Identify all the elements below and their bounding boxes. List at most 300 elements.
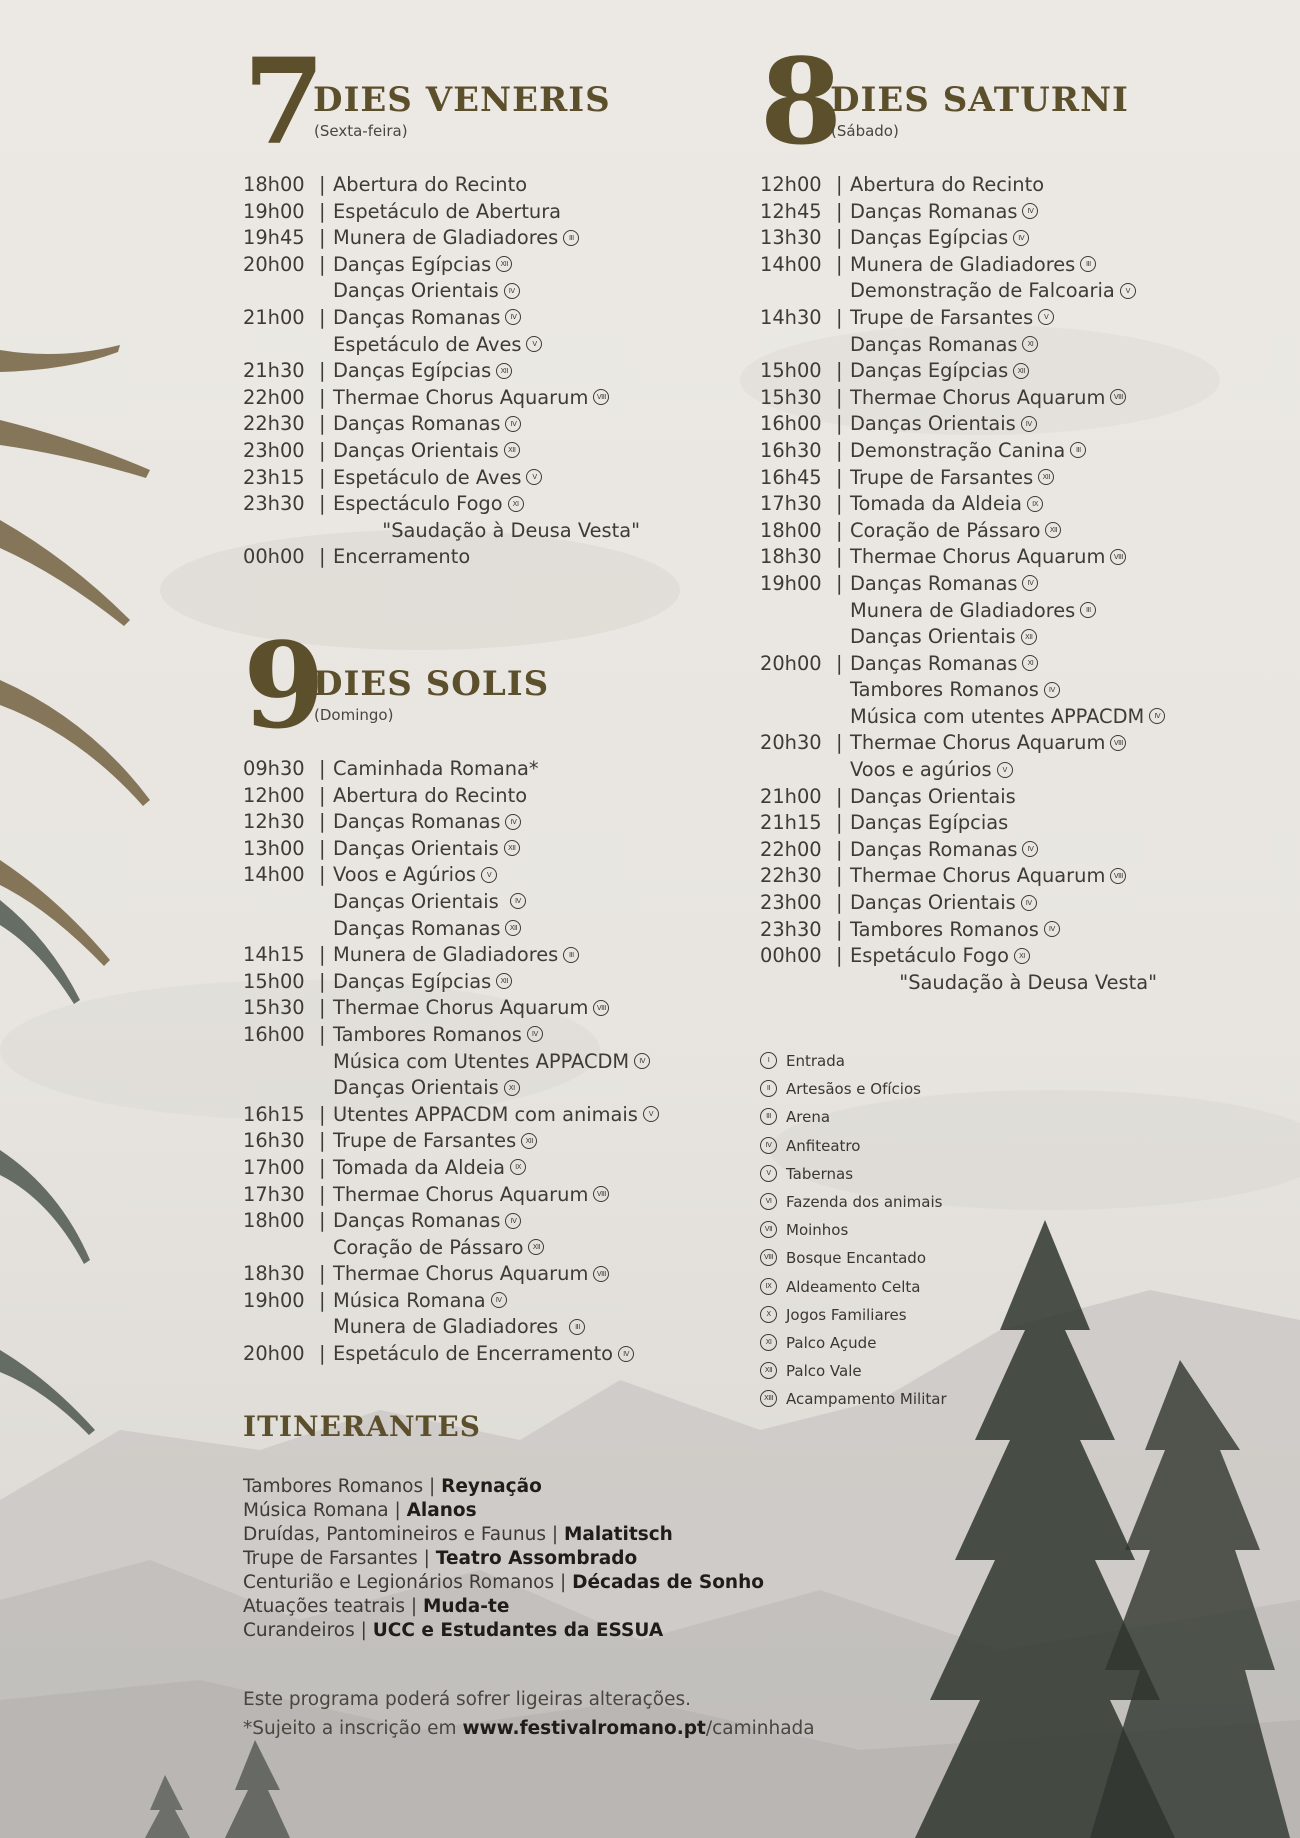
legend-item (760, 1247, 947, 1275)
schedule-row (243, 518, 723, 545)
event-time: 23h30 (760, 917, 822, 941)
event-name: Danças Romanas (333, 1209, 501, 1233)
event-name: Thermae Chorus Aquarum (850, 731, 1106, 755)
day-subtitle: (Sexta-feira) (314, 122, 408, 140)
venue-badge-icon: IV (510, 893, 526, 909)
itinerante-row (243, 1547, 764, 1571)
venue-badge-icon: XII (521, 1133, 537, 1149)
day-number: 9 (243, 616, 326, 755)
venue-badge-icon: XI (1022, 655, 1038, 671)
schedule-row (243, 305, 723, 332)
event-time: 14h15 (243, 943, 305, 967)
venue-badge-icon: IV (504, 283, 520, 299)
event-time: 18h00 (760, 518, 822, 542)
schedule-row (243, 1102, 723, 1129)
event-time: 15h00 (243, 969, 305, 993)
event-name: Trupe de Farsantes (850, 305, 1034, 329)
schedule-row (760, 890, 1280, 917)
separator: | (319, 199, 326, 223)
itinerante-activity: Centurião e Legionários Romanos | (243, 1572, 573, 1593)
event-time: 15h30 (243, 996, 305, 1020)
separator: | (319, 996, 326, 1020)
separator: | (836, 226, 843, 250)
day-number: 7 (243, 32, 326, 171)
venue-badge-icon: XII (1038, 469, 1054, 485)
event-time: 12h00 (760, 173, 822, 196)
event-time: 15h00 (760, 359, 822, 383)
schedule-row (243, 1182, 723, 1209)
separator: | (319, 385, 326, 409)
schedule-row (243, 809, 723, 836)
separator: | (836, 837, 843, 861)
schedule-row (243, 995, 723, 1022)
venue-badge-icon: XII (505, 920, 521, 936)
legend-item (760, 1078, 947, 1106)
event-time: 00h00 (760, 944, 822, 968)
event-time: 16h30 (760, 438, 822, 462)
schedule-row (243, 1128, 723, 1155)
event-time: 17h30 (243, 1182, 305, 1206)
legend-item (760, 1219, 947, 1247)
separator: | (319, 1102, 326, 1126)
event-time: 13h00 (243, 836, 305, 860)
event-name: Danças Romanas (850, 332, 1018, 356)
schedule-row (760, 544, 1280, 571)
event-time: 23h00 (760, 891, 822, 915)
event-name: Danças Orientais (850, 412, 1016, 436)
separator: | (319, 252, 326, 276)
day-subtitle: (Domingo) (314, 706, 394, 724)
legend-label: Tabernas (786, 1164, 854, 1183)
venue-badge-icon: IV (760, 1137, 777, 1154)
schedule-row (760, 332, 1280, 359)
event-name: Munera de Gladiadores (333, 1315, 565, 1339)
venue-badge-icon: III (563, 947, 579, 963)
legend-item (760, 1304, 947, 1332)
day-header (243, 616, 723, 755)
schedule-row (760, 837, 1280, 864)
event-name: Danças Romanas (333, 412, 501, 436)
venue-badge-icon: XI (504, 1080, 520, 1096)
schedule-row (243, 1341, 723, 1368)
itinerante-activity: Curandeiros | (243, 1620, 373, 1641)
separator: | (319, 810, 326, 834)
itinerante-group: Reynação (441, 1476, 542, 1497)
schedule-list (760, 172, 1280, 996)
separator: | (319, 943, 326, 967)
event-time: 21h15 (760, 811, 822, 835)
schedule-row (760, 305, 1280, 332)
event-time: 22h30 (760, 864, 822, 888)
separator: | (319, 226, 326, 250)
venue-badge-icon: IV (1044, 682, 1060, 698)
event-time: 12h00 (243, 783, 305, 807)
legend-item (760, 1050, 947, 1078)
venue-badge-icon: VIII (1110, 549, 1126, 565)
event-name: Danças Egípcias (333, 252, 492, 276)
event-name: Danças Orientais (333, 889, 505, 913)
venue-badge-icon: V (481, 867, 497, 883)
itinerantes-list (243, 1475, 764, 1643)
schedule-row (760, 917, 1280, 944)
legend-label: Arena (786, 1108, 831, 1127)
venue-badge-icon: IX (1027, 496, 1043, 512)
venue-badge-icon: VI (760, 1193, 777, 1210)
event-time: 23h00 (243, 438, 305, 462)
legend-item (760, 1163, 947, 1191)
separator: | (836, 465, 843, 489)
event-name: "Saudação à Deusa Vesta" (333, 518, 641, 542)
legend-label: Moinhos (786, 1221, 849, 1240)
event-name: Danças Orientais (850, 625, 1016, 649)
venue-badge-icon: IV (505, 309, 521, 325)
venue-badge-icon: VII (760, 1221, 777, 1238)
event-time: 12h30 (243, 810, 305, 834)
venue-badge-icon: IV (618, 1346, 634, 1362)
event-name: "Saudação à Deusa Vesta" (850, 970, 1158, 994)
separator: | (836, 811, 843, 835)
day-header (760, 32, 1280, 171)
separator: | (319, 1262, 326, 1286)
separator: | (319, 863, 326, 887)
venue-badge-icon: VIII (1110, 868, 1126, 884)
event-time: 20h00 (243, 1342, 305, 1366)
itinerante-group: Décadas de Sonho (572, 1572, 764, 1593)
separator: | (319, 1342, 326, 1366)
venue-badge-icon: III (1070, 442, 1086, 458)
event-time: 19h45 (243, 226, 305, 250)
event-name: Espetáculo de Abertura (333, 199, 562, 223)
itinerante-group: Teatro Assombrado (435, 1548, 638, 1569)
legend-item (760, 1388, 947, 1416)
event-name: Danças Romanas (850, 199, 1018, 223)
schedule-row (243, 1155, 723, 1182)
schedule-row (760, 943, 1280, 970)
venue-badge-icon: III (569, 1319, 585, 1335)
separator: | (319, 412, 326, 436)
event-name: Danças Egípcias (850, 226, 1009, 250)
schedule-row (760, 810, 1280, 837)
event-name: Thermae Chorus Aquarum (850, 864, 1106, 888)
schedule-row (243, 358, 723, 385)
separator: | (319, 438, 326, 462)
event-time: 21h00 (760, 784, 822, 808)
separator: | (836, 385, 843, 409)
separator: | (836, 518, 843, 542)
schedule-row (760, 491, 1280, 518)
itinerante-activity: Trupe de Farsantes | (243, 1548, 436, 1569)
itinerante-group: UCC e Estudantes da ESSUA (372, 1620, 664, 1641)
schedule-row (760, 465, 1280, 492)
legend-label: Jogos Familiares (786, 1305, 907, 1324)
schedule-row (243, 438, 723, 465)
venue-badge-icon: I (760, 1052, 777, 1069)
separator: | (836, 891, 843, 915)
itinerante-group: Muda-te (422, 1596, 510, 1617)
event-name: Thermae Chorus Aquarum (333, 385, 589, 409)
schedule-row (243, 942, 723, 969)
venue-badge-icon: IV (1022, 575, 1038, 591)
venue-badge-icon: IV (527, 1026, 543, 1042)
legend-label: Acampamento Militar (786, 1390, 947, 1409)
schedule-row (760, 784, 1280, 811)
event-name: Danças Orientais (850, 891, 1016, 915)
event-name: Munera de Gladiadores (850, 598, 1076, 622)
legend-item (760, 1360, 947, 1388)
schedule-list (243, 172, 723, 571)
separator: | (836, 305, 843, 329)
separator: | (319, 1022, 326, 1046)
venue-badge-icon: II (760, 1080, 777, 1097)
day-title: DIES SOLIS (313, 664, 550, 704)
itinerante-group: Alanos (406, 1500, 477, 1521)
venue-badge-icon: IV (1013, 230, 1029, 246)
event-name: Demonstração Canina (850, 438, 1066, 462)
itinerante-row (243, 1523, 764, 1547)
venue-badge-icon: IX (760, 1278, 777, 1295)
day-number: 8 (760, 32, 843, 171)
schedule-row (760, 172, 1280, 199)
legend-label: Anfiteatro (786, 1136, 861, 1155)
schedule-row (760, 757, 1280, 784)
separator: | (319, 465, 326, 489)
event-name: Munera de Gladiadores (333, 943, 559, 967)
schedule-row (243, 862, 723, 889)
separator: | (836, 438, 843, 462)
separator: | (319, 1209, 326, 1233)
schedule-row (760, 225, 1280, 252)
event-name: Danças Romanas (333, 916, 501, 940)
schedule-row (243, 544, 723, 571)
venue-badge-icon: VIII (593, 1000, 609, 1016)
separator: | (836, 864, 843, 888)
venue-badge-icon: III (1080, 256, 1096, 272)
event-name: Danças Egípcias (333, 359, 492, 383)
day-sunday (243, 616, 723, 1368)
event-name: Danças Egípcias (850, 811, 1009, 835)
venue-badge-icon: XII (496, 256, 512, 272)
separator: | (836, 359, 843, 383)
schedule-row (760, 411, 1280, 438)
legend-label: Fazenda dos animais (786, 1192, 943, 1211)
schedule-row (243, 783, 723, 810)
separator: | (319, 1288, 326, 1312)
venue-badge-icon: XIII (760, 1390, 777, 1407)
schedule-row (243, 172, 723, 199)
event-name: Thermae Chorus Aquarum (850, 545, 1106, 569)
separator: | (319, 757, 326, 780)
venue-legend (760, 1050, 947, 1416)
event-time: 22h00 (760, 837, 822, 861)
separator: | (319, 783, 326, 807)
event-name: Danças Orientais (850, 784, 1016, 808)
separator: | (319, 1182, 326, 1206)
venue-badge-icon: V (1120, 283, 1136, 299)
legend-label: Bosque Encantado (786, 1249, 927, 1268)
schedule-row (243, 1022, 723, 1049)
event-name: Abertura do Recinto (850, 173, 1045, 196)
event-name: Tomada da Aldeia (850, 492, 1023, 516)
event-name: Abertura do Recinto (333, 783, 528, 807)
event-time: 20h00 (760, 651, 822, 675)
disclaimer-note: Este programa poderá sofrer ligeiras alterações. (243, 1689, 692, 1710)
schedule-row (243, 411, 723, 438)
signup-link[interactable]: www.festivalromano.pt (462, 1718, 706, 1739)
venue-badge-icon: III (760, 1108, 777, 1125)
venue-badge-icon: XI (508, 496, 524, 512)
venue-badge-icon: IV (1044, 921, 1060, 937)
day-header (243, 32, 723, 171)
event-time: 17h00 (243, 1155, 305, 1179)
itinerante-activity: Tambores Romanos | (243, 1476, 442, 1497)
legend-item (760, 1106, 947, 1134)
venue-badge-icon: V (760, 1165, 777, 1182)
schedule-row (760, 730, 1280, 757)
separator: | (319, 305, 326, 329)
event-time: 19h00 (243, 199, 305, 223)
event-name: Espetáculo de Aves (333, 465, 522, 489)
venue-badge-icon: V (997, 762, 1013, 778)
footer-notes (243, 1685, 815, 1743)
venue-badge-icon: IV (491, 1292, 507, 1308)
event-time: 17h30 (760, 492, 822, 516)
schedule-row (243, 916, 723, 943)
event-name: Danças Romanas (333, 810, 501, 834)
legend-label: Palco Vale (786, 1362, 862, 1381)
separator: | (836, 784, 843, 808)
event-time: 22h30 (243, 412, 305, 436)
event-name: Voos e agúrios (850, 758, 992, 782)
legend-label: Aldeamento Celta (786, 1277, 921, 1296)
venue-badge-icon: VIII (593, 1266, 609, 1282)
event-name: Tambores Romanos (850, 678, 1039, 702)
schedule-row (760, 863, 1280, 890)
venue-badge-icon: IV (634, 1053, 650, 1069)
event-time: 18h30 (243, 1262, 305, 1286)
event-time: 14h00 (760, 252, 822, 276)
schedule-row (243, 278, 723, 305)
schedule-row (760, 278, 1280, 305)
legend-label: Palco Açude (786, 1333, 877, 1352)
venue-badge-icon: VIII (1110, 389, 1126, 405)
schedule-row (760, 651, 1280, 678)
venue-badge-icon: IV (1021, 416, 1037, 432)
separator: | (836, 545, 843, 569)
event-name: Demonstração de Falcoaria (850, 279, 1115, 303)
separator: | (319, 545, 326, 569)
venue-badge-icon: V (526, 336, 542, 352)
event-name: Danças Egípcias (333, 969, 492, 993)
separator: | (836, 917, 843, 941)
venue-badge-icon: V (643, 1106, 659, 1122)
legend-label: Entrada (786, 1052, 845, 1070)
separator: | (319, 492, 326, 516)
schedule-row (760, 385, 1280, 412)
venue-badge-icon: XII (496, 363, 512, 379)
event-time: 21h30 (243, 359, 305, 383)
separator: | (836, 944, 843, 968)
schedule-row (243, 1075, 723, 1102)
event-name: Utentes APPACDM com animais (333, 1102, 638, 1126)
event-time: 20h00 (243, 252, 305, 276)
schedule-row (760, 624, 1280, 651)
venue-badge-icon: XI (1014, 948, 1030, 964)
separator: | (319, 836, 326, 860)
event-name: Coração de Pássaro (850, 518, 1041, 542)
event-time: 14h30 (760, 305, 822, 329)
separator: | (319, 359, 326, 383)
schedule-row (243, 1261, 723, 1288)
event-time: 16h00 (760, 412, 822, 436)
event-time: 18h30 (760, 545, 822, 569)
schedule-row (760, 438, 1280, 465)
schedule-row (243, 332, 723, 359)
separator: | (836, 173, 843, 196)
separator: | (836, 412, 843, 436)
venue-badge-icon: VIII (1110, 735, 1126, 751)
event-name: Trupe de Farsantes (850, 465, 1034, 489)
event-name: Trupe de Farsantes (333, 1129, 517, 1153)
venue-badge-icon: XII (1045, 522, 1061, 538)
venue-badge-icon: V (1038, 309, 1054, 325)
event-name: Danças Orientais (333, 1076, 499, 1100)
event-name: Coração de Pássaro (333, 1235, 524, 1259)
venue-badge-icon: VIII (593, 389, 609, 405)
venue-badge-icon: XII (528, 1239, 544, 1255)
schedule-row (243, 385, 723, 412)
day-saturday (760, 32, 1280, 996)
day-title: DIES VENERIS (313, 80, 611, 120)
event-name: Música com utentes APPACDM (850, 704, 1145, 728)
event-time: 21h00 (243, 305, 305, 329)
venue-badge-icon: V (526, 469, 542, 485)
schedule-row (243, 491, 723, 518)
schedule-row (760, 358, 1280, 385)
venue-badge-icon: VIII (593, 1186, 609, 1202)
event-time: 23h30 (243, 492, 305, 516)
event-name: Thermae Chorus Aquarum (333, 996, 589, 1020)
schedule-row (243, 1235, 723, 1262)
itinerante-row (243, 1595, 764, 1619)
event-time: 00h00 (243, 545, 305, 569)
venue-badge-icon: IV (1021, 895, 1037, 911)
separator: | (836, 252, 843, 276)
event-name: Danças Orientais (333, 279, 499, 303)
event-name: Voos e Agúrios (333, 863, 477, 887)
event-time: 19h00 (760, 571, 822, 595)
venue-badge-icon: XII (496, 973, 512, 989)
event-name: Danças Romanas (333, 305, 501, 329)
legend-item (760, 1276, 947, 1304)
event-name: Espectáculo Fogo (333, 492, 503, 516)
venue-badge-icon: XII (504, 442, 520, 458)
venue-badge-icon: III (1080, 602, 1096, 618)
schedule-row (243, 756, 723, 783)
day-friday (243, 32, 723, 571)
separator: | (836, 731, 843, 755)
itinerante-activity: Atuações teatrais | (243, 1596, 423, 1617)
venue-badge-icon: IV (1149, 708, 1165, 724)
event-time: 13h30 (760, 226, 822, 250)
separator: | (319, 1155, 326, 1179)
itinerante-row (243, 1571, 764, 1595)
event-name: Munera de Gladiadores (333, 226, 559, 250)
event-time: 20h30 (760, 731, 822, 755)
event-name: Danças Romanas (850, 571, 1018, 595)
itinerante-row (243, 1499, 764, 1523)
day-title: DIES SATURNI (830, 80, 1129, 120)
event-time: 09h30 (243, 757, 305, 780)
